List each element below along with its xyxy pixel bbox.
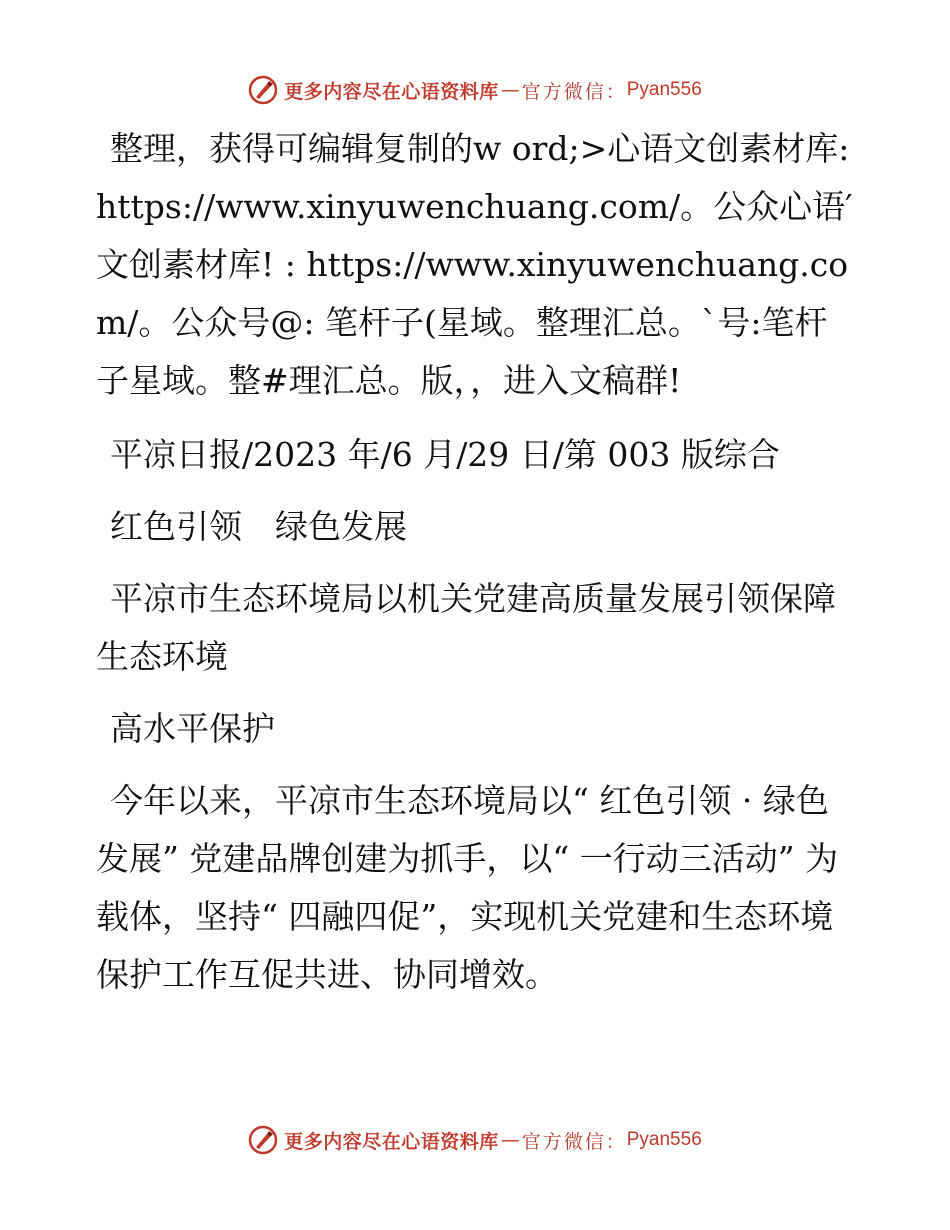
source-line: 平凉日报/2023 年/6 月/29 日/第 003 版综合 <box>110 435 780 474</box>
pen-logo-icon <box>248 1125 278 1155</box>
body-paragraph: 今年以来，平凉市生态环境局以“ 红色引领 · 绿色发展” 党建品牌创建为抓手，以“ 一行动三活动” 为载体，坚持“ 四融四促”，实现机关党建和生态环境保护工作互促共进、协同增效。 <box>96 781 839 994</box>
article-kicker: 红色引领 绿色发展 <box>110 507 407 546</box>
banner-wechat-label: 官方微信： <box>521 1130 627 1153</box>
banner-dash: — <box>500 1129 520 1151</box>
intro-paragraph: 整理，获得可编辑复制的w ord;>心语文创素材库: https://www.xinyuwenchuang.com/。公众心语′文创素材库! : https://www.xinyuwenchuang.com/。公众号@: 笔杆子(星域。整理汇总。`号:笔杆子星域。整#理汇总。版，，进入文稿群! <box>96 129 853 400</box>
header-banner <box>0 70 950 110</box>
footer-banner <box>0 1120 950 1160</box>
banner-site-text: 更多内容尽在心语资料库 <box>284 1130 499 1153</box>
document-body <box>96 120 856 1018</box>
banner-site-text: 更多内容尽在心语资料库 <box>284 80 499 103</box>
pen-logo-icon <box>248 75 278 105</box>
banner-wechat-id: Pyan556 <box>626 1129 702 1150</box>
banner-wechat-label: 官方微信： <box>521 80 627 103</box>
banner-dash: — <box>500 79 520 101</box>
article-headline: 平凉市生态环境局以机关党建高质量发展引领保障生态环境 <box>96 579 836 676</box>
banner-wechat-id: Pyan556 <box>626 79 702 100</box>
article-subheadline: 高水平保护 <box>110 709 275 748</box>
